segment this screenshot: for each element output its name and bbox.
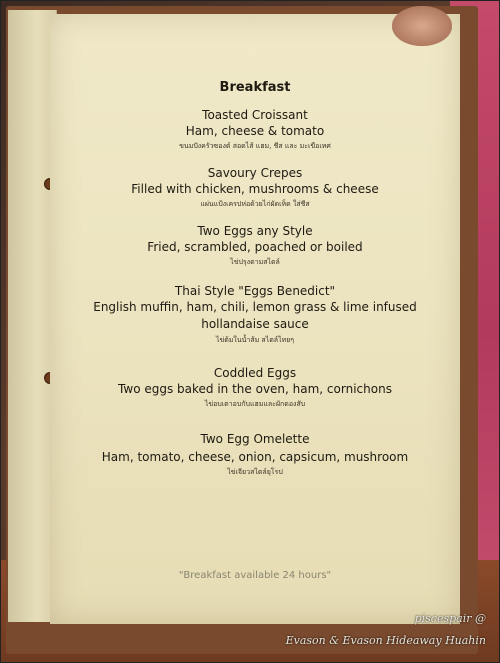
menu-item-thai: ขนมปังครัวซองต์ สอดไส้ แฮม, ชีส และ มะเขือเทศ bbox=[179, 142, 331, 150]
menu-item-name: Two Egg Omelette bbox=[200, 432, 310, 446]
menu-item-desc: Ham, cheese & tomato bbox=[185, 124, 325, 138]
menu-item-desc: Fried, scrambled, poached or boiled bbox=[147, 240, 363, 254]
menu-item-desc: Two eggs baked in the oven, ham, cornichons bbox=[118, 382, 392, 396]
menu-item-thai: ไข่ปรุงตามสไตล์ bbox=[230, 258, 280, 266]
menu-item-thai: ไข่เจียวสไตล์ยุโรป bbox=[227, 468, 283, 476]
menu-item-thai: แผ่นแป้งเครปห่อด้วยไก่ผัดเห็ด ใส่ชีส bbox=[200, 200, 310, 208]
menu-footer-note: "Breakfast available 24 hours" bbox=[178, 570, 332, 581]
menu-item-desc: English muffin, ham, chili, lemon grass & lime infused hollandaise sauce bbox=[93, 300, 417, 331]
watermark-location: Evason & Evason Hideaway Huahin bbox=[285, 634, 486, 647]
menu-item-desc: Filled with chicken, mushrooms & cheese bbox=[131, 182, 379, 196]
menu-item-thai: ไข่ต้มในน้ำส้ม สไตล์ไทยๆ bbox=[215, 336, 295, 344]
menu-item-name: Savoury Crepes bbox=[207, 166, 303, 180]
menu-item-name: Coddled Eggs bbox=[213, 366, 297, 380]
menu-item-thai: ไข่อบเตาอบกับแฮมและผักดองสับ bbox=[204, 400, 306, 408]
menu-item-name: Two Eggs any Style bbox=[197, 224, 313, 238]
menu-title: Breakfast bbox=[219, 80, 291, 95]
menu-item-name: Thai Style "Eggs Benedict" bbox=[174, 284, 336, 298]
watermark-author: piscespair @ bbox=[414, 612, 486, 625]
menu-item-desc: Ham, tomato, cheese, onion, capsicum, mushroom bbox=[101, 450, 409, 464]
menu-item-name: Toasted Croissant bbox=[202, 108, 308, 122]
